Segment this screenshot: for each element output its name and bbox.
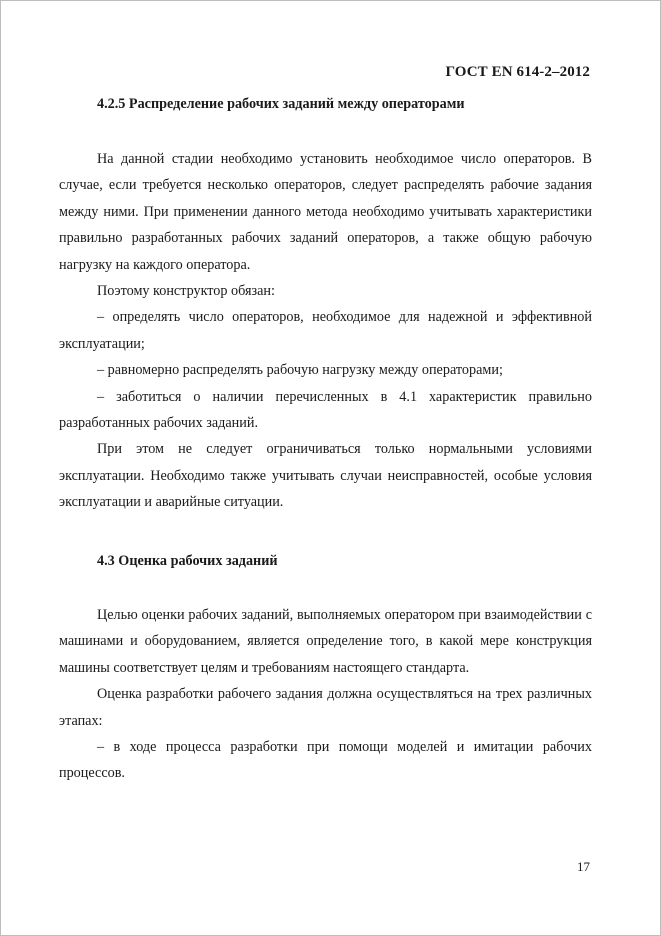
list-item: – в ходе процесса разработки при помощи моделей и имитации рабочих процессов. [59,739,592,782]
section-body-4-3 [59,602,592,787]
paragraph: При этом не следует ограничиваться только нормальными условиями эксплуатации. Необходимо также учитывать случаи неисправностей, особые условия эксплуатации и аварийные ситуации. [59,441,592,511]
list-item: – определять число операторов, необходимое для надежной и эффективной эксплуатации; [59,309,592,352]
document-code: ГОСТ EN 614-2–2012 [445,64,590,80]
section-heading-4-3: 4.3 Оценка рабочих заданий [97,553,278,569]
list-item: – равномерно распределять рабочую нагрузку между операторами; [97,362,503,379]
section-body-4-2-5 [59,146,592,516]
page-number: 17 [577,859,590,874]
paragraph: Поэтому конструктор обязан: [97,283,275,300]
paragraph: Целью оценки рабочих заданий, выполняемых оператором при взаимодействии с машинами и оборудованием, является определение того, в какой мере конструкция машины соответствует целям и требованиям настоящего стандарта. [59,607,592,676]
list-item: – заботиться о наличии перечисленных в 4.1 характеристик правильно разработанных рабочих заданий. [59,388,592,432]
paragraph: Оценка разработки рабочего задания должна осуществляться на трех различных этапах: [59,686,592,729]
paragraph: На данной стадии необходимо установить необходимое число операторов. В случае, если требуется несколько операторов, следует распределять рабочие задания между ними. При применении данного метода необходимо учитывать характеристики правильно разработанных рабочих заданий операторов, а также общую рабочую нагрузку на каждого оператора. [59,151,592,273]
section-heading-4-2-5: 4.2.5 Распределение рабочих заданий между операторами [97,96,465,112]
